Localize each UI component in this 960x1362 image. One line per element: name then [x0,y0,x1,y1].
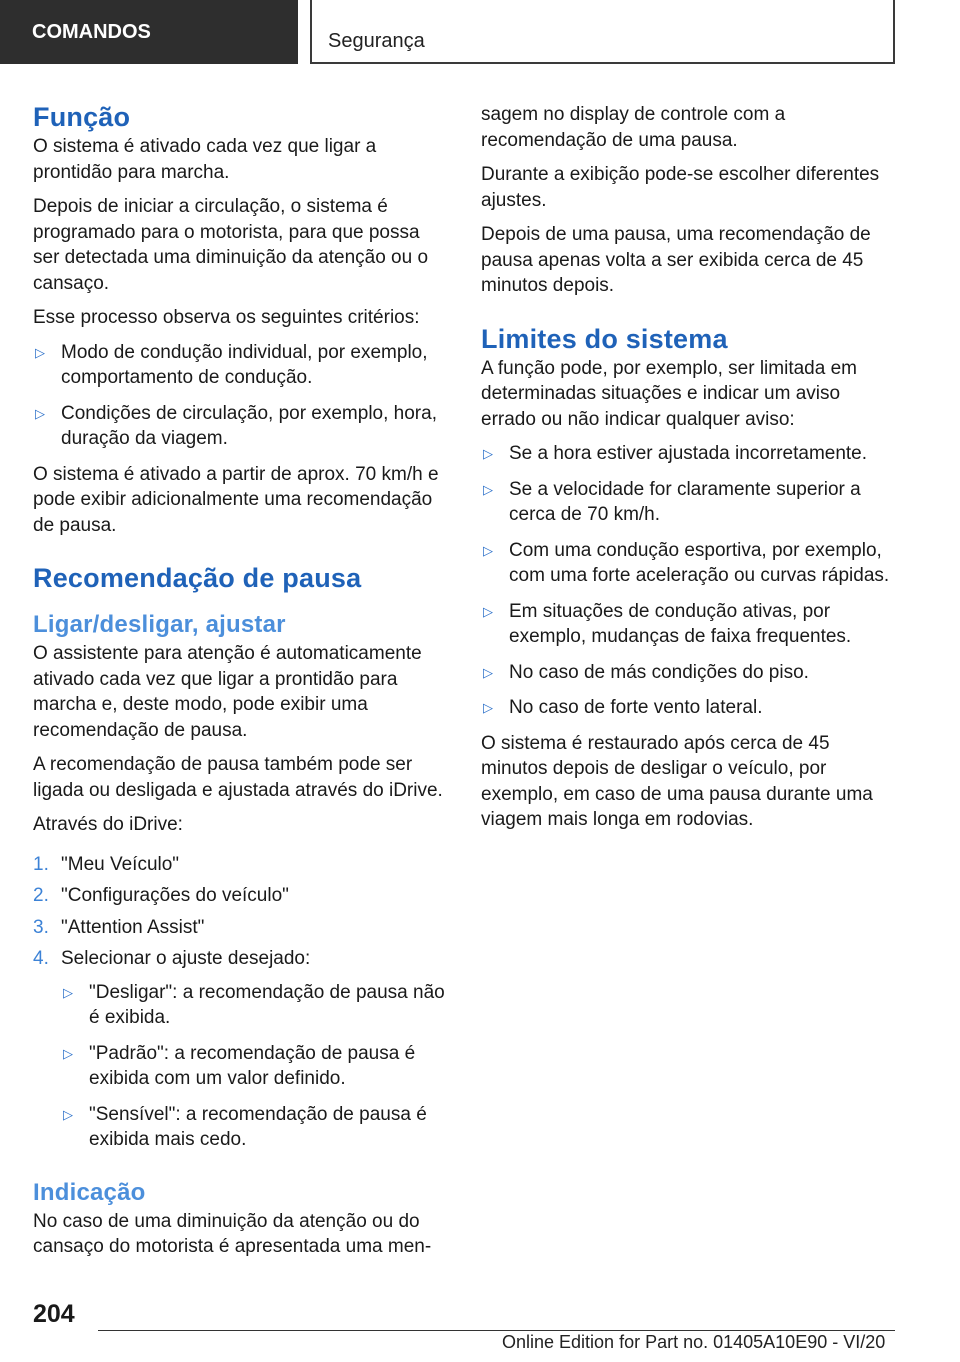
list-item: ▷ Se a hora estiver ajustada incorretamente. [481,441,896,467]
triangle-right-icon: ▷ [483,664,493,680]
paragraph: Através do iDrive: [33,814,183,835]
paragraph: Depois de iniciar a circulação, o sistema é programado para o motorista, para que possa ser detectada uma diminuição da atenção ou o cansaço. [33,196,429,294]
triangle-right-icon: ▷ [63,1106,73,1122]
paragraph: O assistente para atenção é automaticamente ativado cada vez que ligar a prontidão para marcha e, deste modo, pode exibir uma recomendação de pausa. [33,643,422,741]
step-item: 1. "Meu Veículo" [33,853,180,875]
triangle-right-icon: ▷ [35,344,45,360]
section-tab: COMANDOS [0,0,298,64]
heading-recomendacao: Recomendação de pausa [33,563,362,593]
heading-funcao: Função [33,102,131,132]
list-item: ▷ No caso de forte vento lateral. [481,695,896,721]
paragraph: sagem no display de controle com a recomendação de uma pausa. [481,104,786,151]
triangle-right-icon: ▷ [63,1045,73,1061]
step-item: 2. "Configurações do veículo" [33,885,289,906]
left-column [33,100,448,1269]
list-item: ▷ Modo de condução individual, por exemplo, comportamento de condução. [35,341,428,388]
footer-divider [98,1330,895,1331]
criteria-list [33,340,448,452]
triangle-right-icon: ▷ [35,405,45,421]
triangle-right-icon: ▷ [483,603,493,619]
limits-list [481,441,896,721]
paragraph: Esse processo observa os seguintes critérios: [33,307,420,328]
options-list [61,980,448,1153]
list-item: ▷ Condições de circulação, por exemplo, hora, duração da viagem. [35,402,437,449]
paragraph: Depois de uma pausa, uma recomendação de pausa apenas volta a ser exibida cerca de 45 minutos depois. [481,224,871,296]
paragraph: No caso de uma diminuição da atenção ou do cansaço do motorista é apresentada uma men- [33,1210,432,1257]
heading-limites: Limites do sistema [481,323,728,354]
step-item: 4. Selecionar o ajuste desejado: ▷ "Desligar": a recomendação de pausa não é exibida. ▷ "Padrão": a recomendação de pausa é exibida com um valor definido. ▷ "Sensível": a recomendação de pausa é exibida mais cedo. [33,946,448,1153]
option-item: ▷ "Padrão": a recomendação de pausa é exibida com um valor definido. [63,1042,416,1089]
triangle-right-icon: ▷ [483,700,493,715]
page-header [0,0,960,66]
chapter-title: Segurança [310,0,895,64]
triangle-right-icon: ▷ [483,481,493,497]
paragraph: O sistema é ativado cada vez que ligar a prontidão para marcha. [33,136,377,183]
page-number: 204 [33,1300,75,1328]
option-item: ▷ "Sensível": a recomendação de pausa é exibida mais cedo. [63,1103,427,1150]
option-item: ▷ "Desligar": a recomendação de pausa não é exibida. [63,981,445,1028]
list-item: ▷ No caso de más condições do piso. [481,660,896,686]
subheading-indicacao: Indicação [33,1178,146,1206]
subheading-ligar: Ligar/desligar, ajustar [33,611,286,638]
paragraph: Durante a exibição pode-se escolher diferentes ajustes. [481,164,880,211]
list-item: ▷ Com uma condução esportiva, por exemplo, com uma forte aceleração ou curvas rápidas. [483,539,890,586]
paragraph: O sistema é ativado a partir de aprox. 70 km/h e pode exibir adicionalmente uma recomendação de pausa. [33,463,439,536]
list-item: ▷ Em situações de condução ativas, por exemplo, mudanças de faixa frequentes. [483,600,852,647]
edition-note: Online Edition for Part no. 01405A10E90 - VI/20 [502,1332,886,1352]
paragraph: A recomendação de pausa também pode ser ligada ou desligada e ajustada através do iDrive. [33,754,443,801]
paragraph: O sistema é restaurado após cerca de 45 minutos depois de desligar o veículo, por exemplo, em caso de uma pausa durante uma viagem mais longa em rodovias. [481,732,873,830]
triangle-right-icon: ▷ [483,542,493,558]
right-column [481,102,896,842]
steps-list [33,852,448,1153]
list-item: ▷ Se a velocidade for claramente superior a cerca de 70 km/h. [483,478,861,525]
triangle-right-icon: ▷ [63,984,73,1000]
paragraph: A função pode, por exemplo, ser limitada em determinadas situações e indicar um aviso errado ou não indicar qualquer aviso: [481,357,857,430]
triangle-right-icon: ▷ [483,446,493,461]
step-item: 3. "Attention Assist" [33,916,205,938]
